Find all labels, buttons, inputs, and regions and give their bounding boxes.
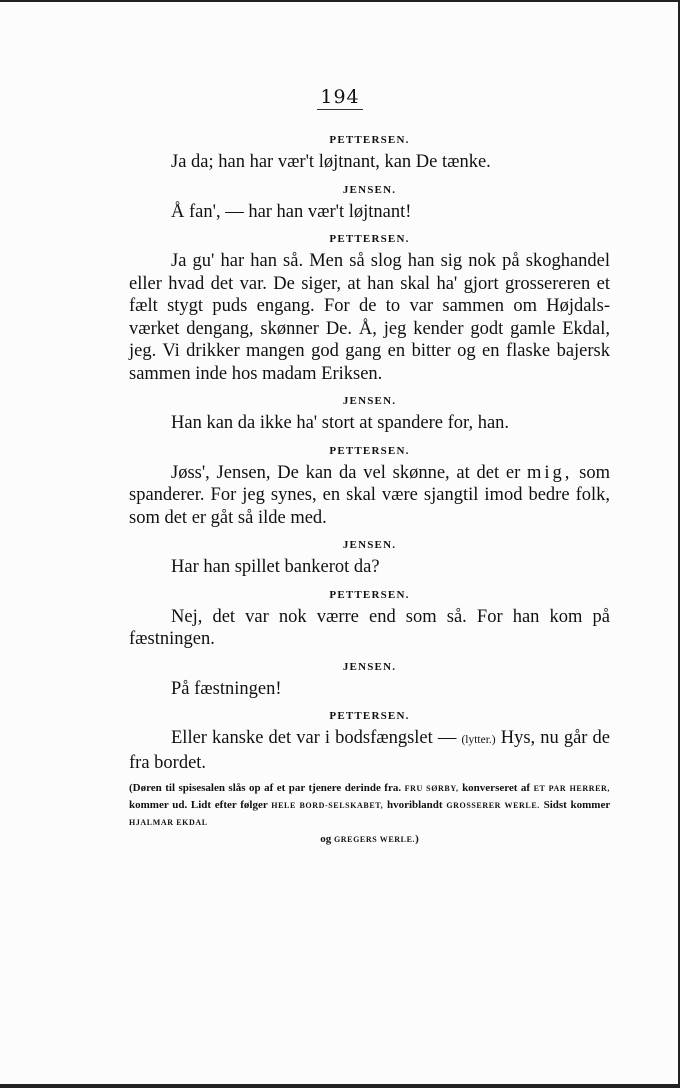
speech-part: som spanderer. For jeg synes, en skal være sjangtil imod bedre folk, som det er gåt så ilde med. — [129, 462, 611, 528]
page-edge-top — [0, 0, 680, 2]
stage-direction: (Døren til spisesalen slås op af et par tjenere derinde fra. FRU SØRBY, konverseret af ET PAR HERRER, kommer ud. Lidt efter følger HELE BORD-SELSKABET, hvoriblandt GROSSERER WERLE. Sidst kommer HJALMAR EKDAL og GREGERS WERLE.) — [129, 780, 610, 848]
character-name: HJALMAR EKDAL — [129, 818, 208, 827]
character-name: FRU SØRBY, — [404, 784, 459, 793]
speech: Har han spillet bankerot da? — [171, 557, 380, 577]
stage-direction-last-line: og GREGERS WERLE.) — [320, 833, 419, 845]
speaker-label: PETTERSEN. — [329, 444, 410, 457]
speaker-label: JENSEN. — [342, 183, 397, 196]
character-name: ET PAR HERRER, — [533, 784, 611, 793]
speech: Ja da; han har vær't løjtnant, kan De tænke. — [171, 152, 491, 172]
speaker-label: JENSEN. — [342, 539, 397, 551]
speaker-label: PETTERSEN. — [329, 588, 410, 601]
page-number: 194 — [0, 86, 680, 110]
speech-part: Eller kanske det var i bodsfængslet — — [171, 728, 457, 748]
speaker-label: PETTERSEN. — [329, 134, 410, 146]
speech-part: Hys, nu går de fra bordet. — [129, 728, 611, 773]
speech: Å fan', — har han vær't løjtnant! — [171, 201, 412, 222]
speech: Nej, det var nok værre end som så. For han kom på fæstningen. — [129, 606, 610, 649]
speech: Ja gu' har han så. Men så slog han sig nok på skoghandel eller hvad det var. De siger, at han skal ha' gjort grossereren et fælt stygt puds engang. For de to var sammen om Højdals-værket dengang, skønner De. Å, jeg kender godt gamle Ekdal, jeg. Vi drikker mangen god gang en bitter og en flaske bajersk sammen inde hos madam Eriksen. — [129, 251, 610, 384]
speech-part: Jøss', Jensen, De kan da vel skønne, at det er — [171, 462, 521, 483]
character-name: GROSSERER WERLE. — [446, 801, 540, 810]
speaker-label: JENSEN. — [342, 660, 397, 673]
character-name: HELE BORD-SELSKABET, — [271, 801, 384, 810]
speaker-label: PETTERSEN. — [329, 233, 410, 245]
speech: På fæstningen! — [171, 678, 282, 699]
speaker-label: PETTERSEN. — [329, 710, 410, 722]
speech: Han kan da ikke ha' stort at spandere for, han. — [171, 413, 510, 433]
speech — [129, 727, 610, 774]
play-text — [129, 126, 610, 848]
inline-stage-direction: (lytter.) — [461, 734, 496, 746]
speaker-label: JENSEN. — [342, 395, 397, 407]
emphasized-word: mig, — [527, 462, 573, 483]
page-edge-bottom — [0, 1084, 680, 1088]
character-name: GREGERS WERLE. — [333, 835, 416, 844]
speech — [129, 462, 610, 530]
